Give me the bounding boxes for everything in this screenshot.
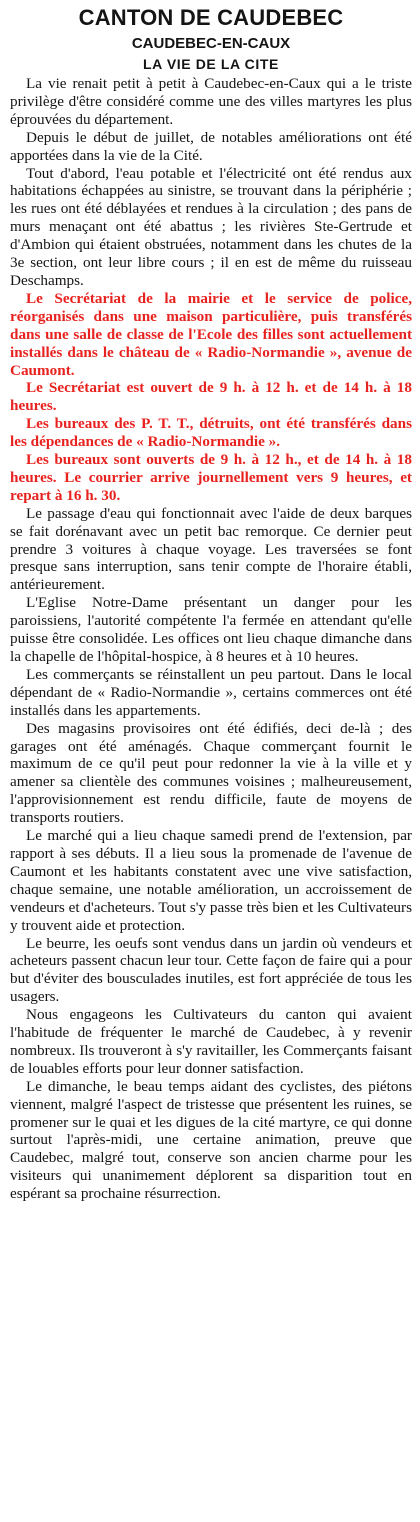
article-paragraph: Nous engageons les Cultivateurs du canton qui avaient l'habitude de fréquenter le marché de Caudebec, à y revenir nombreux. Ils trouveront à s'y ravitailler, les Commerçants faisant de louables efforts pour leur donner satisfaction. — [10, 1006, 412, 1077]
article-body — [10, 75, 412, 1203]
article-paragraph: Les commerçants se réinstallent un peu partout. Dans le local dépendant de « Radio-Normandie », certains commerces ont été installés dans les appartements. — [10, 665, 412, 719]
notice-paragraph-mairie: Le Secrétariat de la mairie et le service de police, réorganisés dans une maison particulière, puis transférés dans une salle de classe de l'Ecole des filles sont actuellement installés dans le château de « Radio-Normandie », avenue de Caumont. — [10, 289, 412, 379]
article-paragraph: Tout d'abord, l'eau potable et l'électricité ont été rendus aux habitations échappées au sinistre, se trouvant dans la périphérie ; les rues ont été déblayées et rendues à la circulation ; des pans de murs menaçant ont été abattus ; les rivières Ste-Gertrude et d'Ambion qui étaient obstruées, notamment dans les chutes de la 3e section, ont leur libre cours ; il en est de même du ruisseau Deschamps. — [10, 164, 412, 289]
article-paragraph: Depuis le début de juillet, de notables améliorations ont été apportées dans la vie de la Cité. — [10, 128, 412, 164]
article-paragraph: Le beurre, les oeufs sont vendus dans un jardin où vendeurs et acheteurs passent chacun leur tour. Cette façon de faire qui a pour but d'éviter des bousculades inutiles, est fort appréciée de tous les usagers. — [10, 934, 412, 1006]
notice-paragraph-ptt-hours: Les bureaux sont ouverts de 9 h. à 12 h., et de 14 h. à 18 heures. Le courrier arrive journellement vers 9 heures, et repart à 16 h. 30. — [10, 451, 412, 504]
section-heading: LA VIE DE LA CITE — [143, 56, 279, 72]
town-subheading: CAUDEBEC-EN-CAUX — [131, 35, 291, 52]
article-paragraph: La vie renait petit à petit à Caudebec-en-Caux qui a le triste privilège d'être considéré comme une des villes martyres les plus éprouvées du département. — [10, 75, 412, 128]
notice-paragraph-secretariat-hours: Le Secrétariat est ouvert de 9 h. à 12 h. et de 14 h. à 18 heures. — [10, 379, 412, 415]
article-paragraph: Le passage d'eau qui fonctionnait avec l'aide de deux barques se fait dorénavant avec un petit bac remorque. Ce dernier peut prendre 3 voitures à chaque voyage. Les traversées se font presque sans interruption, sans tenir compte de l'horaire établi, antérieurement. — [10, 504, 412, 594]
article-paragraph: Le dimanche, le beau temps aidant des cyclistes, des piétons viennent, malgré l'aspect de tristesse que présentent les ruines, se promener sur le quai et les digues de la cité martyre, ce qui donne surtout l'après-midi, une certaine animation, preuve que Caudebec, malgré tout, conserve son ancien charme pour les visiteurs qui unanimement déplorent sa disparition tout en espérant sa prochaine résurrection. — [10, 1077, 412, 1203]
article-paragraph: L'Eglise Notre-Dame présentant un danger pour les paroissiens, l'autorité compétente l'a fermée en attendant qu'elle puisse être consolidée. Les offices ont lieu chaque dimanche dans la chapelle de l'hôpital-hospice, à 8 heures et à 10 heures. — [10, 594, 412, 665]
article-paragraph: Des magasins provisoires ont été édifiés, deci de-là ; des garages ont été aménagés. Chaque commerçant fournit le maximum de ce qu'il peut pour redonner la vie à la ville et y amener sa clientèle des communes voisines ; malheureusement, l'approvisionnement est rendu difficile, faute de moyens de transports routiers. — [10, 719, 412, 827]
article-paragraph: Le marché qui a lieu chaque samedi prend de l'extension, par rapport à ses débuts. Il a lieu sous la promenade de l'avenue de Caumont et les habitants constatent avec une vive satisfaction, chaque semaine, une notable amélioration, un accroissement de vendeurs et d'acheteurs. Tout s'y passe très bien et les Cultivateurs y trouvent aide et protection. — [10, 827, 412, 934]
notice-paragraph-ptt: Les bureaux des P. T. T., détruits, ont été transférés dans les dépendances de « Radio-Normandie ». — [10, 415, 412, 451]
canton-heading: CANTON DE CAUDEBEC — [78, 5, 344, 30]
